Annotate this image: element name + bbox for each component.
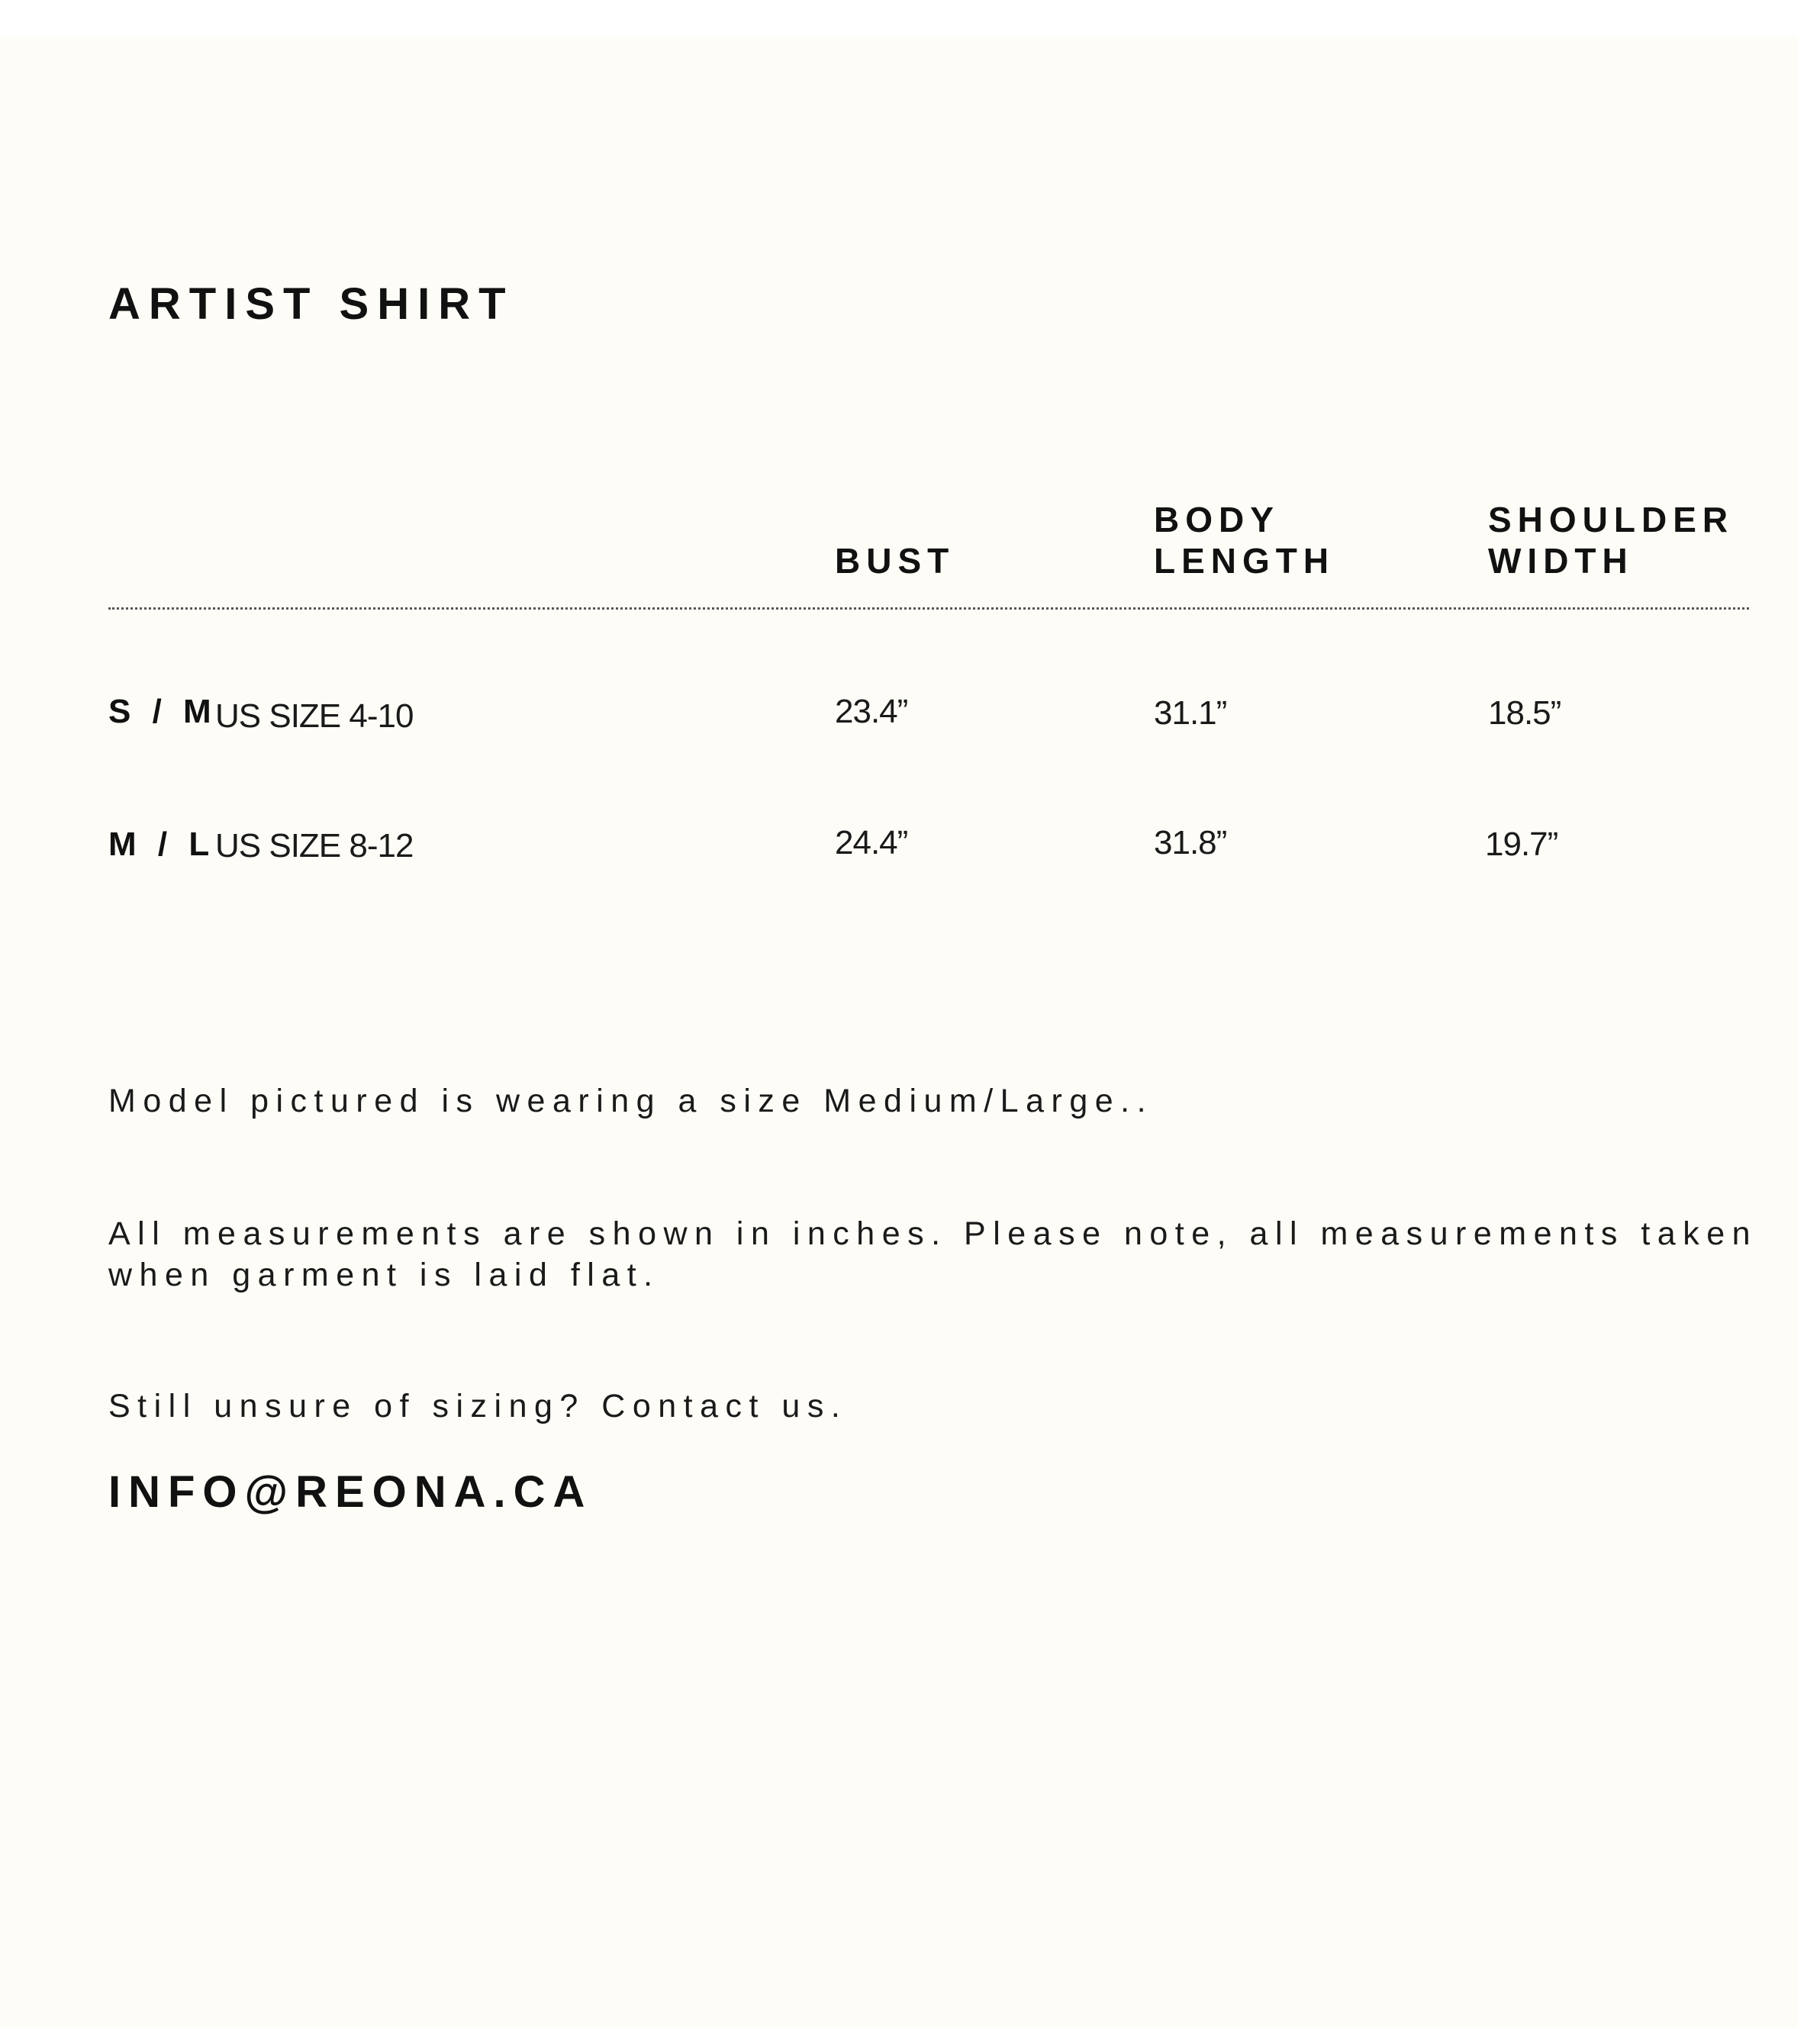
column-header-shoulder-width-line-1: SHOULDER [1488, 500, 1735, 539]
bust-value: 24.4” [835, 824, 908, 861]
size-chart-sheet [0, 37, 1798, 2028]
body-length-value: 31.8” [1154, 824, 1227, 861]
header-divider [108, 607, 1749, 610]
us-size: US SIZE 4-10 [215, 697, 414, 735]
contact-prompt: Still unsure of sizing? Contact us. [108, 1388, 848, 1424]
size-code: M / L [108, 826, 216, 863]
column-header-shoulder-width [1488, 499, 1734, 581]
measurements-note [108, 1213, 1787, 1296]
measurements-note-line-1: All measurements are shown in inches. Please note, all measurements taken [108, 1215, 1758, 1252]
column-header-body-length-line-1: BODY [1154, 500, 1280, 539]
column-header-shoulder-width-line-2: WIDTH [1488, 541, 1634, 581]
model-size-note: Model pictured is wearing a size Medium/Large.. [108, 1083, 1154, 1119]
shoulder-width-value: 18.5” [1488, 694, 1561, 732]
us-size: US SIZE 8-12 [215, 827, 414, 864]
column-header-body-length-line-2: LENGTH [1154, 541, 1335, 581]
column-header-body-length [1154, 499, 1335, 581]
shoulder-width-value: 19.7” [1485, 826, 1558, 863]
page-title: ARTIST SHIRT [108, 279, 514, 329]
body-length-value: 31.1” [1154, 694, 1227, 732]
contact-email[interactable]: INFO@REONA.CA [108, 1467, 593, 1517]
bust-value: 23.4” [835, 693, 908, 730]
column-header-bust [835, 540, 955, 581]
column-header-bust-line: BUST [835, 541, 955, 581]
measurements-note-line-2: when garment is laid flat. [108, 1257, 660, 1293]
size-code: S / M [108, 693, 217, 730]
